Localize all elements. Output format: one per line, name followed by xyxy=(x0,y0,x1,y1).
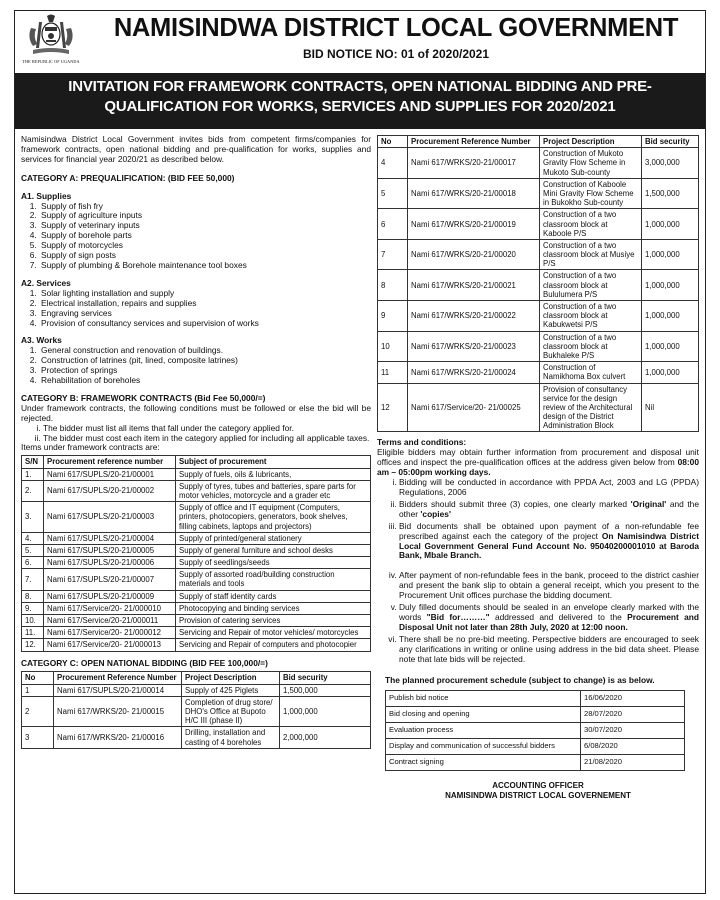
cell: 6. xyxy=(22,557,44,569)
table-row xyxy=(22,627,371,639)
cell: 10 xyxy=(378,331,408,362)
organization-signature: NAMISINDWA DISTRICT LOCAL GOVERNEMENT xyxy=(445,790,631,800)
term-item xyxy=(399,478,699,498)
table-row xyxy=(22,639,371,651)
table-row xyxy=(386,755,685,771)
cell: 28/07/2020 xyxy=(581,707,685,723)
cell: Nami 617/Service/20- 21/000010 xyxy=(44,602,176,614)
items-intro: Items under framework contracts are: xyxy=(21,442,160,453)
cell: Nami 617/SUPLS/20-21/00001 xyxy=(44,468,176,480)
crest-caption: THE REPUBLIC OF UGANDA xyxy=(22,59,80,64)
cell: 1,000,000 xyxy=(642,239,699,270)
column-header: Project Description xyxy=(182,672,280,684)
cell: Nami 617/Service/20- 21/00025 xyxy=(408,383,540,432)
cell: Nami 617/SUPLS/20-21/00004 xyxy=(44,532,176,544)
cell: 11. xyxy=(22,627,44,639)
table-row xyxy=(386,723,685,739)
cell: Construction of a two classroom block at Musiye P/S xyxy=(540,239,642,270)
procurement-schedule-table xyxy=(385,690,685,771)
term-text: Bidders should submit three (3) copies, one clearly marked xyxy=(399,498,631,509)
cell: Supply of general furniture and school desks xyxy=(176,544,371,556)
cell: Supply of printed/general stationery xyxy=(176,532,371,544)
table-row xyxy=(22,502,371,533)
cell: Servicing and Repair of motor vehicles/ motorcycles xyxy=(176,627,371,639)
term-item xyxy=(399,500,699,520)
cell: 21/08/2020 xyxy=(581,755,685,771)
cell: Nami 617/SUPLS/20-21/00014 xyxy=(54,684,182,696)
category-c-heading: CATEGORY C: OPEN NATIONAL BIDDING (BID FEE 100,000/=) xyxy=(21,657,268,668)
cell: Provision of consultancy service for the design review of the Architectural design of the District Administration Block xyxy=(540,383,642,432)
terms-list xyxy=(399,478,699,664)
table-row xyxy=(386,691,685,707)
cell: 10. xyxy=(22,615,44,627)
cell: 9 xyxy=(378,301,408,332)
cell: Publish bid notice xyxy=(386,691,581,707)
cell: Contract signing xyxy=(386,755,581,771)
cell: Construction of a two classroom block at Bukhaleke P/S xyxy=(540,331,642,362)
cell: Nil xyxy=(642,383,699,432)
cell: Construction of a two classroom block at Kabukwetsi P/S xyxy=(540,301,642,332)
signature-block xyxy=(377,781,699,800)
term-text: After payment of non-refundable fees in the bank, proceed to the district cashier and present the bank slip to obtain a general receipt, which you present to the Procurement Unit offices purchase the bidding document. xyxy=(399,570,699,601)
cell: 1,500,000 xyxy=(280,684,371,696)
coat-of-arms-logo xyxy=(21,14,81,70)
cell: Drilling, installation and casting of 4 boreholes xyxy=(182,727,280,748)
cell: 3 xyxy=(22,727,54,748)
term-text: Duly filled documents should be sealed in an envelope clearly marked with the words xyxy=(399,602,699,622)
cell: Evaluation process xyxy=(386,723,581,739)
terms-intro-text: Eligible bidders may obtain further information from procurement and disposal unit offices and inspect the pre-qualification offices at the address given below from xyxy=(377,447,699,468)
banner-line-1: INVITATION FOR FRAMEWORK CONTRACTS, OPEN NATIONAL BIDDING AND PRE- xyxy=(68,78,652,95)
cell: 9. xyxy=(22,602,44,614)
cell: Nami 617/Service/20-21/000011 xyxy=(44,615,176,627)
cell: Construction of Kaboole Mini Gravity Flow Scheme in Bukokho Sub-county xyxy=(540,178,642,209)
terms-intro-hours: 08:00 am – 05:00pm working days. xyxy=(377,457,699,478)
table-row xyxy=(22,615,371,627)
organization-title: NAMISINDWA DISTRICT LOCAL GOVERNMENT xyxy=(113,14,679,42)
framework-contracts-table xyxy=(21,455,371,651)
notice-header xyxy=(15,11,705,71)
term-text: and the other xyxy=(399,498,699,519)
cell: 30/07/2020 xyxy=(581,723,685,739)
list-item: 2. Construction of latrines (pit, lined, composite latrines) xyxy=(39,356,371,366)
table-row xyxy=(22,480,371,501)
condition-item: i. The bidder must list all items that fall under the category applied for. xyxy=(43,424,371,434)
cell: Nami 617/SUPLS/20-21/00009 xyxy=(44,590,176,602)
cell: 5. xyxy=(22,544,44,556)
cell: Bid closing and opening xyxy=(386,707,581,723)
table-row xyxy=(378,239,699,270)
list-item: 2. Electrical installation, repairs and supplies xyxy=(39,299,371,309)
cell: 4 xyxy=(378,148,408,179)
terms-heading: Terms and conditions: xyxy=(377,437,467,448)
left-column xyxy=(21,135,371,749)
cell: Nami 617/WRKS/20-21/00022 xyxy=(408,301,540,332)
table-row xyxy=(22,569,371,590)
cell: 2,000,000 xyxy=(280,727,371,748)
list-item: 5. Supply of motorcycles xyxy=(39,241,371,251)
cell: 8 xyxy=(378,270,408,301)
table-row xyxy=(22,590,371,602)
column-header: Procurement Reference Number xyxy=(54,672,182,684)
bid-notice-number: BID NOTICE NO: 01 of 2020/2021 xyxy=(302,47,490,61)
a3-list xyxy=(39,346,371,386)
uganda-crest-icon xyxy=(25,14,77,60)
cell: 2 xyxy=(22,696,54,727)
cell: 8. xyxy=(22,590,44,602)
category-a-heading: CATEGORY A: PREQUALIFICATION: (BID FEE 50,000) xyxy=(21,172,235,183)
term-bold: On Namisindwa District Local Government General Fund Account No. 95040200001010 at Baroda Bank, Mbale Branch. xyxy=(399,530,699,561)
term-bold: 'Original' xyxy=(630,498,667,509)
term-text: Bidding will be conducted in accordance with PPDA Act, 2003 and LG (PPDA) Regulations, 2006 xyxy=(399,477,699,497)
schedule-heading: The planned procurement schedule (subject to change) is as below. xyxy=(385,675,655,686)
column-header: Subject of procurement xyxy=(176,456,371,468)
cell: Display and communication of successful bidders xyxy=(386,739,581,755)
column-header: Bid security xyxy=(642,136,699,148)
list-item: 3. Protection of springs xyxy=(39,366,371,376)
cell: Nami 617/WRKS/20- 21/00016 xyxy=(54,727,182,748)
table-row xyxy=(386,739,685,755)
banner-line-2: QUALIFICATION FOR WORKS, SERVICES AND SUPPLIES FOR 2020/2021 xyxy=(104,97,616,115)
term-item xyxy=(399,571,699,601)
cell: Completion of drug store/ DHO's Office at Bupoto H/C III (phase II) xyxy=(182,696,280,727)
cell: 3,000,000 xyxy=(642,148,699,179)
cell: Nami 617/SUPLS/20-21/00005 xyxy=(44,544,176,556)
cell: Construction of a two classroom block at Kaboole P/S xyxy=(540,209,642,240)
a3-heading: A3. Works xyxy=(21,335,62,346)
cell: 7 xyxy=(378,239,408,270)
table-row xyxy=(378,148,699,179)
cell: 1,000,000 xyxy=(642,209,699,240)
table-row xyxy=(378,301,699,332)
list-item: 2. Supply of agriculture inputs xyxy=(39,211,371,221)
open-bidding-table xyxy=(21,671,371,748)
intro-paragraph: Namisindwa District Local Government invites bids from competent firms/companies for framework contracts, open national bidding and pre-qualification for works, supplies and services for financial year 2020/21 as described below. xyxy=(21,134,371,164)
cell: 1 xyxy=(22,684,54,696)
cell: Nami 617/WRKS/20-21/00023 xyxy=(408,331,540,362)
cell: Supply of office and IT equipment (Computers, printers, photocopiers, generators, book shelves, filling cabinets, laptops and projectors) xyxy=(176,502,371,533)
list-item: 4. Provision of consultancy services and supervision of works xyxy=(39,319,371,329)
cell: Nami 617/WRKS/20- 21/00015 xyxy=(54,696,182,727)
cell: 1,000,000 xyxy=(280,696,371,727)
cell: Nami 617/Service/20- 21/000012 xyxy=(44,627,176,639)
list-item: 1. General construction and renovation of buildings. xyxy=(39,346,371,356)
cell: Supply of staff identity cards xyxy=(176,590,371,602)
cell: 12. xyxy=(22,639,44,651)
category-b-conditions xyxy=(43,424,371,444)
cell: Construction of Namikhoma Box culvert xyxy=(540,362,642,383)
cell: Supply of fuels, oils & lubricants, xyxy=(176,468,371,480)
table-row xyxy=(386,707,685,723)
list-item: 3. Engraving services xyxy=(39,309,371,319)
cell: Photocopying and binding services xyxy=(176,602,371,614)
cell: 12 xyxy=(378,383,408,432)
cell: 1,000,000 xyxy=(642,362,699,383)
cell: 2. xyxy=(22,480,44,501)
category-b-text: Under framework contracts, the following conditions must be followed or else the bid will be rejected. xyxy=(21,402,371,423)
list-item: 1. Solar lighting installation and supply xyxy=(39,289,371,299)
list-item: 4. Rehabilitation of boreholes xyxy=(39,376,371,386)
cell: 16/06/2020 xyxy=(581,691,685,707)
cell: 1,000,000 xyxy=(642,331,699,362)
table-row xyxy=(378,362,699,383)
cell: Nami 617/WRKS/20-21/00019 xyxy=(408,209,540,240)
list-item: 4. Supply of borehole parts xyxy=(39,231,371,241)
cell: 6 xyxy=(378,209,408,240)
cell: 1,000,000 xyxy=(642,270,699,301)
a2-list xyxy=(39,289,371,329)
cell: 3. xyxy=(22,502,44,533)
column-header: Bid security xyxy=(280,672,371,684)
table-row xyxy=(22,544,371,556)
bid-notice-page xyxy=(14,10,706,894)
category-b-heading: CATEGORY B: FRAMEWORK CONTRACTS (Bid Fee 50,000/=) xyxy=(21,392,266,403)
table-row xyxy=(22,557,371,569)
a1-list xyxy=(39,202,371,271)
list-item: 3. Supply of veterinary inputs xyxy=(39,221,371,231)
cell: 1,500,000 xyxy=(642,178,699,209)
cell: Nami 617/WRKS/20-21/00021 xyxy=(408,270,540,301)
cell: 11 xyxy=(378,362,408,383)
table-row xyxy=(378,270,699,301)
column-header: No xyxy=(22,672,54,684)
invitation-banner xyxy=(15,73,705,129)
table-row xyxy=(378,383,699,432)
a1-heading: A1. Supplies xyxy=(21,190,72,201)
column-header: No xyxy=(378,136,408,148)
cell: Nami 617/SUPLS/20-21/00007 xyxy=(44,569,176,590)
term-bold: 'copies' xyxy=(420,508,451,519)
accounting-officer-title: ACCOUNTING OFFICER xyxy=(492,781,584,791)
table-row xyxy=(378,178,699,209)
cell: Supply of 425 Piglets xyxy=(182,684,280,696)
cell: Supply of seedlings/seeds xyxy=(176,557,371,569)
table-row xyxy=(22,532,371,544)
cell: Nami 617/WRKS/20-21/00017 xyxy=(408,148,540,179)
cell: Servicing and Repair of computers and photocopier xyxy=(176,639,371,651)
table-row xyxy=(22,602,371,614)
column-header: S/N xyxy=(22,456,44,468)
condition-item: ii. The bidder must cost each item in the category applied for including all applicable taxes. xyxy=(43,434,371,444)
cell: Provision of catering services xyxy=(176,615,371,627)
cell: 1. xyxy=(22,468,44,480)
column-header: Project Description xyxy=(540,136,642,148)
list-item: 6. Supply of sign posts xyxy=(39,251,371,261)
cell: Nami 617/SUPLS/20-21/00003 xyxy=(44,502,176,533)
column-header: Procurement Reference Number xyxy=(408,136,540,148)
cell: Construction of a two classroom block at Bululumera P/S xyxy=(540,270,642,301)
table-row xyxy=(378,331,699,362)
terms-section xyxy=(377,438,699,664)
table-row xyxy=(22,696,371,727)
cell: Nami 617/WRKS/20-21/00018 xyxy=(408,178,540,209)
term-bold: Procurement and Disposal Unit not later than 28th July, 2020 at 12:00 noon. xyxy=(399,611,699,632)
cell: 4. xyxy=(22,532,44,544)
cell: Nami 617/Service/20- 21/000013 xyxy=(44,639,176,651)
term-item xyxy=(399,635,699,665)
term-text: There shall be no pre-bid meeting. Perspective bidders are encouraged to seek any clarifications in writing or online using address in the bid data sheet. Please note that late bids will be rejected. xyxy=(399,633,699,664)
list-item: 1. Supply of fish fry xyxy=(39,202,371,212)
cell: 1,000,000 xyxy=(642,301,699,332)
cell: 6/08/2020 xyxy=(581,739,685,755)
cell: Supply of tyres, tubes and batteries, spare parts for motor vehicles, motorcycle and a grader etc xyxy=(176,480,371,501)
terms-intro xyxy=(377,448,699,478)
term-item xyxy=(399,603,699,633)
table-row xyxy=(22,727,371,748)
cell: Nami 617/SUPLS/20-21/00002 xyxy=(44,480,176,501)
term-item xyxy=(399,522,699,562)
column-header: Procurement reference number xyxy=(44,456,176,468)
cell: Nami 617/SUPLS/20-21/00006 xyxy=(44,557,176,569)
table-row xyxy=(22,468,371,480)
cell: 5 xyxy=(378,178,408,209)
cell: Supply of assorted road/building construction materials and tools xyxy=(176,569,371,590)
cell: Nami 617/WRKS/20-21/00024 xyxy=(408,362,540,383)
list-item: 7. Supply of plumbing & Borehole maintenance tool boxes xyxy=(39,261,371,271)
cell: Construction of Mukoto Gravity Flow Scheme in Mukoto Sub-county xyxy=(540,148,642,179)
cell: Nami 617/WRKS/20-21/00020 xyxy=(408,239,540,270)
term-bold: "Bid for………" xyxy=(426,611,490,622)
table-row xyxy=(22,684,371,696)
term-text: addressed and delivered to the xyxy=(489,611,628,622)
right-column xyxy=(377,135,699,800)
term-text: Bid documents shall be obtained upon payment of a non-refundable fee prescribed against each the category of the project xyxy=(399,520,699,541)
cell: 7. xyxy=(22,569,44,590)
open-bidding-table-continued xyxy=(377,135,699,432)
a2-heading: A2. Services xyxy=(21,277,71,288)
table-row xyxy=(378,209,699,240)
